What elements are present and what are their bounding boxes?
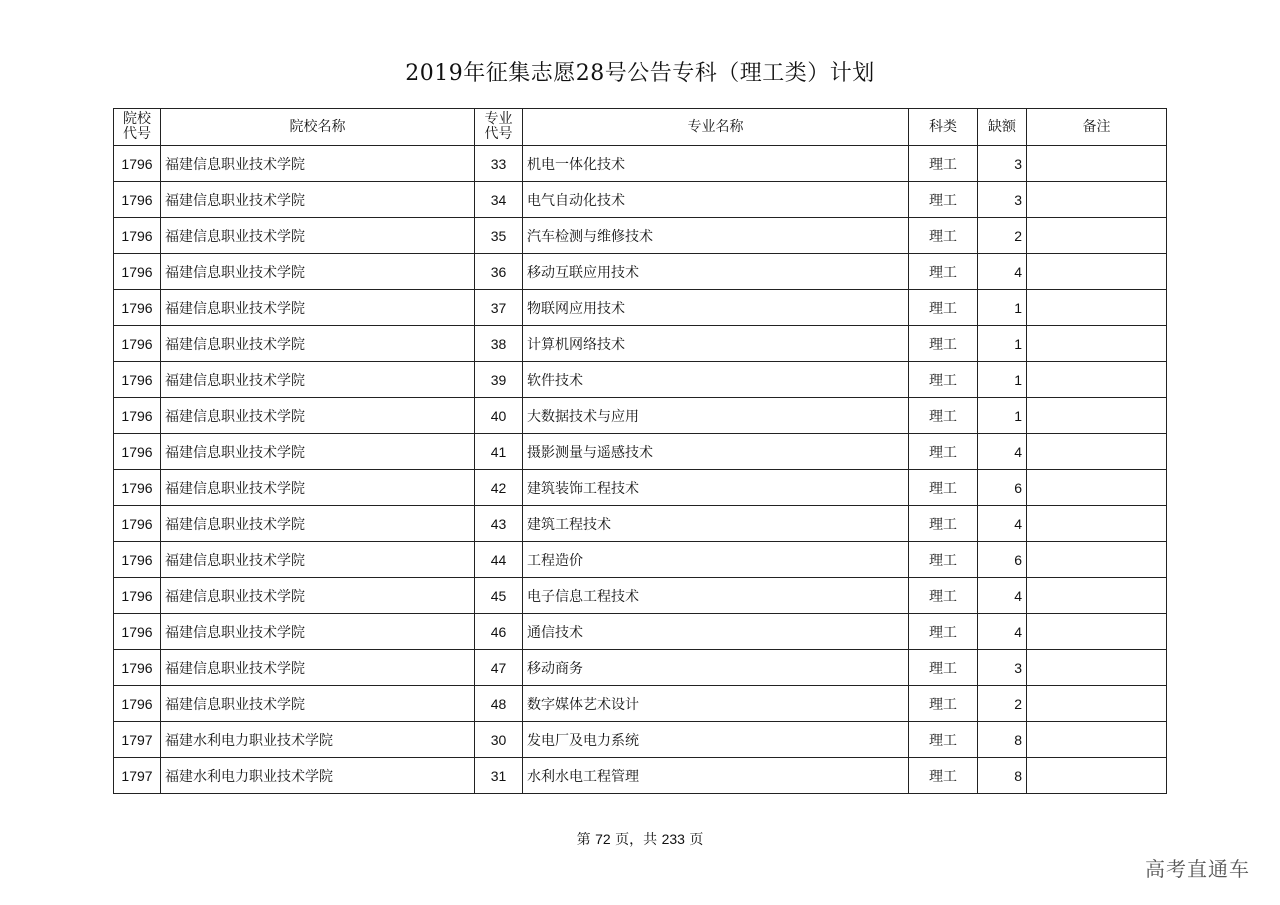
- cell-school-code: 1796: [114, 362, 161, 398]
- cell-category: 理工: [909, 722, 978, 758]
- cell-quota: 8: [978, 758, 1027, 794]
- cell-major-name: 建筑工程技术: [523, 506, 909, 542]
- cell-major-code: 46: [475, 614, 523, 650]
- current-page-number: 72: [595, 831, 611, 847]
- cell-remark: [1027, 614, 1167, 650]
- header-school-name: 院校名称: [161, 109, 475, 146]
- cell-major-name: 移动商务: [523, 650, 909, 686]
- cell-major-name: 机电一体化技术: [523, 146, 909, 182]
- cell-remark: [1027, 758, 1167, 794]
- cell-school-code: 1796: [114, 398, 161, 434]
- cell-quota: 1: [978, 290, 1027, 326]
- header-school-code: 院校 代号: [114, 109, 161, 146]
- table-row: [114, 542, 1167, 578]
- cell-major-code: 48: [475, 686, 523, 722]
- cell-major-code: 44: [475, 542, 523, 578]
- cell-school-name: 福建信息职业技术学院: [161, 686, 475, 722]
- cell-remark: [1027, 182, 1167, 218]
- cell-major-name: 通信技术: [523, 614, 909, 650]
- header-major-code: 专业 代号: [475, 109, 523, 146]
- table-row: [114, 758, 1167, 794]
- cell-major-name: 工程造价: [523, 542, 909, 578]
- cell-remark: [1027, 146, 1167, 182]
- cell-school-code: 1796: [114, 254, 161, 290]
- cell-quota: 8: [978, 722, 1027, 758]
- cell-school-name: 福建信息职业技术学院: [161, 362, 475, 398]
- cell-remark: [1027, 290, 1167, 326]
- page-title: 2019年征集志愿28号公告专科（理工类）计划: [405, 61, 875, 86]
- table-row: [114, 182, 1167, 218]
- cell-major-name: 发电厂及电力系统: [523, 722, 909, 758]
- cell-quota: 4: [978, 254, 1027, 290]
- cell-remark: [1027, 542, 1167, 578]
- cell-quota: 4: [978, 614, 1027, 650]
- cell-school-code: 1796: [114, 182, 161, 218]
- cell-category: 理工: [909, 614, 978, 650]
- cell-category: 理工: [909, 434, 978, 470]
- cell-remark: [1027, 722, 1167, 758]
- cell-remark: [1027, 578, 1167, 614]
- cell-quota: 6: [978, 542, 1027, 578]
- cell-category: 理工: [909, 290, 978, 326]
- cell-school-code: 1796: [114, 578, 161, 614]
- header-major-name: 专业名称: [523, 109, 909, 146]
- cell-quota: 4: [978, 578, 1027, 614]
- cell-school-code: 1796: [114, 542, 161, 578]
- cell-school-name: 福建信息职业技术学院: [161, 290, 475, 326]
- cell-school-name: 福建信息职业技术学院: [161, 326, 475, 362]
- watermark: 高考直通车: [1145, 857, 1250, 881]
- header-category: 科类: [909, 109, 978, 146]
- table-row: [114, 506, 1167, 542]
- cell-major-code: 38: [475, 326, 523, 362]
- cell-school-name: 福建信息职业技术学院: [161, 506, 475, 542]
- cell-quota: 6: [978, 470, 1027, 506]
- cell-major-name: 移动互联应用技术: [523, 254, 909, 290]
- cell-school-name: 福建信息职业技术学院: [161, 254, 475, 290]
- cell-quota: 4: [978, 434, 1027, 470]
- cell-remark: [1027, 254, 1167, 290]
- cell-category: 理工: [909, 254, 978, 290]
- cell-major-code: 42: [475, 470, 523, 506]
- cell-quota: 3: [978, 146, 1027, 182]
- cell-school-code: 1796: [114, 506, 161, 542]
- cell-major-code: 36: [475, 254, 523, 290]
- cell-school-code: 1796: [114, 686, 161, 722]
- cell-major-name: 汽车检测与维修技术: [523, 218, 909, 254]
- cell-school-name: 福建信息职业技术学院: [161, 146, 475, 182]
- cell-major-code: 41: [475, 434, 523, 470]
- cell-major-name: 大数据技术与应用: [523, 398, 909, 434]
- cell-category: 理工: [909, 326, 978, 362]
- cell-major-code: 40: [475, 398, 523, 434]
- cell-remark: [1027, 362, 1167, 398]
- cell-remark: [1027, 398, 1167, 434]
- cell-category: 理工: [909, 650, 978, 686]
- cell-school-name: 福建信息职业技术学院: [161, 182, 475, 218]
- cell-major-name: 数字媒体艺术设计: [523, 686, 909, 722]
- cell-major-name: 摄影测量与遥感技术: [523, 434, 909, 470]
- cell-major-code: 45: [475, 578, 523, 614]
- table-row: [114, 686, 1167, 722]
- cell-school-name: 福建信息职业技术学院: [161, 470, 475, 506]
- cell-school-code: 1797: [114, 722, 161, 758]
- table-row: [114, 362, 1167, 398]
- cell-school-code: 1796: [114, 290, 161, 326]
- cell-quota: 1: [978, 362, 1027, 398]
- cell-remark: [1027, 470, 1167, 506]
- table-row: [114, 218, 1167, 254]
- cell-school-code: 1796: [114, 614, 161, 650]
- cell-school-code: 1796: [114, 146, 161, 182]
- cell-major-code: 35: [475, 218, 523, 254]
- cell-major-name: 水利水电工程管理: [523, 758, 909, 794]
- cell-category: 理工: [909, 146, 978, 182]
- table-body: [114, 146, 1167, 794]
- cell-school-name: 福建信息职业技术学院: [161, 434, 475, 470]
- cell-major-code: 39: [475, 362, 523, 398]
- table-row: [114, 326, 1167, 362]
- cell-remark: [1027, 218, 1167, 254]
- cell-quota: 4: [978, 506, 1027, 542]
- table-row: [114, 614, 1167, 650]
- cell-school-name: 福建水利电力职业技术学院: [161, 758, 475, 794]
- cell-school-code: 1796: [114, 650, 161, 686]
- cell-school-name: 福建信息职业技术学院: [161, 398, 475, 434]
- cell-category: 理工: [909, 686, 978, 722]
- cell-school-name: 福建信息职业技术学院: [161, 578, 475, 614]
- cell-major-name: 软件技术: [523, 362, 909, 398]
- table-row: [114, 290, 1167, 326]
- table-row: [114, 434, 1167, 470]
- table-row: [114, 254, 1167, 290]
- cell-remark: [1027, 686, 1167, 722]
- table-row: [114, 470, 1167, 506]
- table-row: [114, 578, 1167, 614]
- cell-category: 理工: [909, 542, 978, 578]
- cell-quota: 1: [978, 398, 1027, 434]
- header-remark: 备注: [1027, 109, 1167, 146]
- cell-school-name: 福建信息职业技术学院: [161, 542, 475, 578]
- cell-school-code: 1797: [114, 758, 161, 794]
- cell-major-code: 37: [475, 290, 523, 326]
- cell-quota: 1: [978, 326, 1027, 362]
- cell-major-name: 建筑装饰工程技术: [523, 470, 909, 506]
- table-row: [114, 722, 1167, 758]
- cell-category: 理工: [909, 470, 978, 506]
- cell-category: 理工: [909, 758, 978, 794]
- cell-major-name: 物联网应用技术: [523, 290, 909, 326]
- cell-remark: [1027, 434, 1167, 470]
- cell-major-name: 电气自动化技术: [523, 182, 909, 218]
- cell-school-name: 福建水利电力职业技术学院: [161, 722, 475, 758]
- cell-school-name: 福建信息职业技术学院: [161, 218, 475, 254]
- page-footer: 第 72 页，共 233 页: [576, 831, 704, 848]
- cell-major-name: 计算机网络技术: [523, 326, 909, 362]
- cell-quota: 2: [978, 218, 1027, 254]
- cell-major-code: 31: [475, 758, 523, 794]
- cell-remark: [1027, 326, 1167, 362]
- cell-category: 理工: [909, 506, 978, 542]
- header-quota: 缺额: [978, 109, 1027, 146]
- cell-category: 理工: [909, 578, 978, 614]
- cell-major-code: 34: [475, 182, 523, 218]
- cell-category: 理工: [909, 182, 978, 218]
- table-row: [114, 398, 1167, 434]
- table-row: [114, 146, 1167, 182]
- cell-school-code: 1796: [114, 326, 161, 362]
- table-row: [114, 650, 1167, 686]
- cell-school-code: 1796: [114, 470, 161, 506]
- cell-school-code: 1796: [114, 434, 161, 470]
- cell-quota: 3: [978, 182, 1027, 218]
- cell-remark: [1027, 650, 1167, 686]
- cell-category: 理工: [909, 218, 978, 254]
- cell-quota: 3: [978, 650, 1027, 686]
- cell-school-name: 福建信息职业技术学院: [161, 650, 475, 686]
- cell-major-name: 电子信息工程技术: [523, 578, 909, 614]
- plan-table: [113, 108, 1167, 794]
- total-pages: 233: [661, 831, 685, 847]
- table-header-row: [114, 109, 1167, 146]
- cell-category: 理工: [909, 362, 978, 398]
- cell-major-code: 33: [475, 146, 523, 182]
- cell-major-code: 30: [475, 722, 523, 758]
- cell-school-name: 福建信息职业技术学院: [161, 614, 475, 650]
- cell-category: 理工: [909, 398, 978, 434]
- cell-quota: 2: [978, 686, 1027, 722]
- cell-remark: [1027, 506, 1167, 542]
- cell-school-code: 1796: [114, 218, 161, 254]
- cell-major-code: 43: [475, 506, 523, 542]
- cell-major-code: 47: [475, 650, 523, 686]
